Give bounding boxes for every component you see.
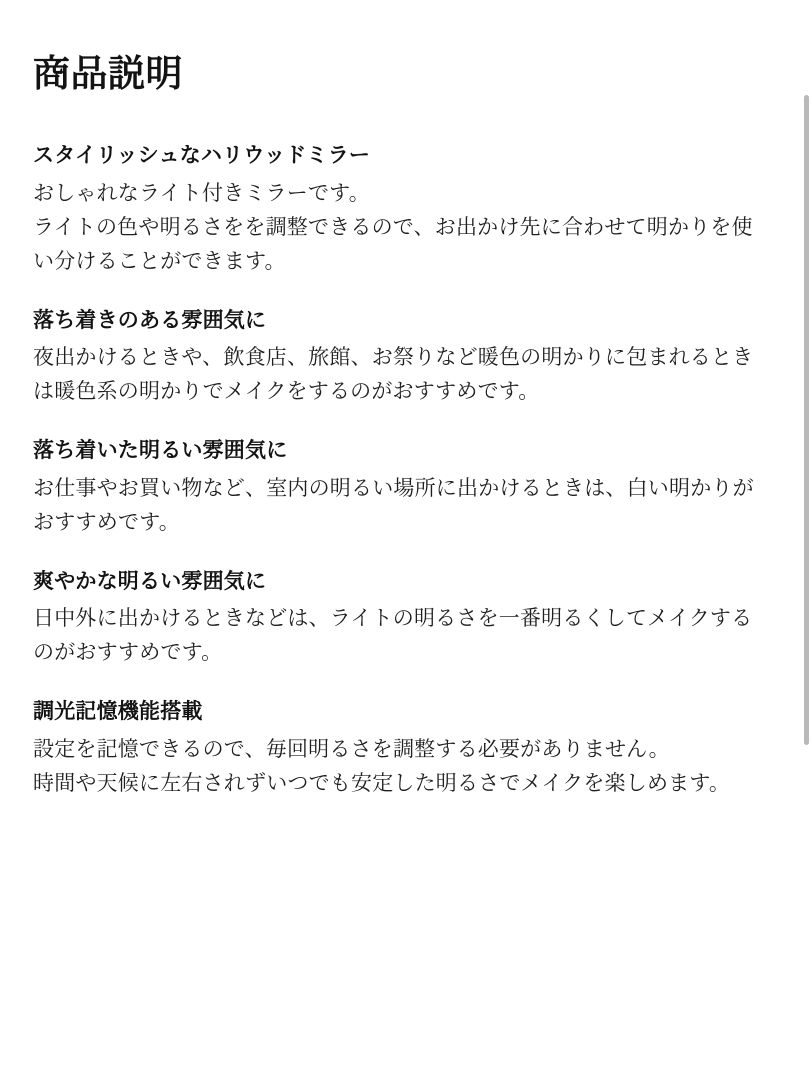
description-section-2: [33, 305, 765, 408]
scrollbar-thumb[interactable]: [804, 95, 809, 745]
description-section-5: [33, 696, 765, 799]
section-paragraph: 日中外に出かけるときなどは、ライトの明るさを一番明るくしてメイクするのがおすすめです。: [33, 606, 753, 665]
section-body: [33, 601, 765, 669]
page-title: 商品説明: [33, 52, 183, 95]
section-paragraph: 夜出かけるときや、飲食店、旅館、お祭りなど暖色の明かりに包まれるときは暖色系の明かりでメイクをするのがおすすめです。: [33, 345, 754, 404]
section-body: [33, 732, 765, 800]
vertical-scrollbar[interactable]: [802, 0, 811, 1080]
section-paragraph: お仕事やお買い物など、室内の明るい場所に出かけるときは、白い明かりがおすすめです。: [33, 475, 754, 534]
section-body: [33, 471, 765, 539]
section-heading: 爽やかな明るい雰囲気に: [33, 568, 267, 593]
section-paragraph: おしゃれなライト付きミラーです。: [33, 180, 370, 205]
section-paragraph: 設定を記憶できるので、毎回明るさを調整する必要がありません。: [33, 736, 670, 761]
section-heading: 落ち着きのある雰囲気に: [33, 307, 267, 332]
section-paragraph: ライトの色や明るさをを調整できるので、お出かけ先に合わせて明かりを使い分けることができます。: [33, 214, 753, 273]
section-body: [33, 340, 765, 408]
section-heading: スタイリッシュなハリウッドミラー: [33, 143, 371, 168]
section-body: [33, 176, 765, 278]
description-section-1: [33, 140, 765, 277]
section-heading: 調光記憶機能搭載: [33, 699, 203, 724]
section-paragraph: 時間や天候に左右されずいつでも安定した明るさでメイクを楽しめます。: [33, 770, 731, 795]
section-heading: 落ち着いた明るい雰囲気に: [33, 438, 288, 463]
description-section-4: [33, 566, 765, 669]
description-section-3: [33, 435, 765, 538]
